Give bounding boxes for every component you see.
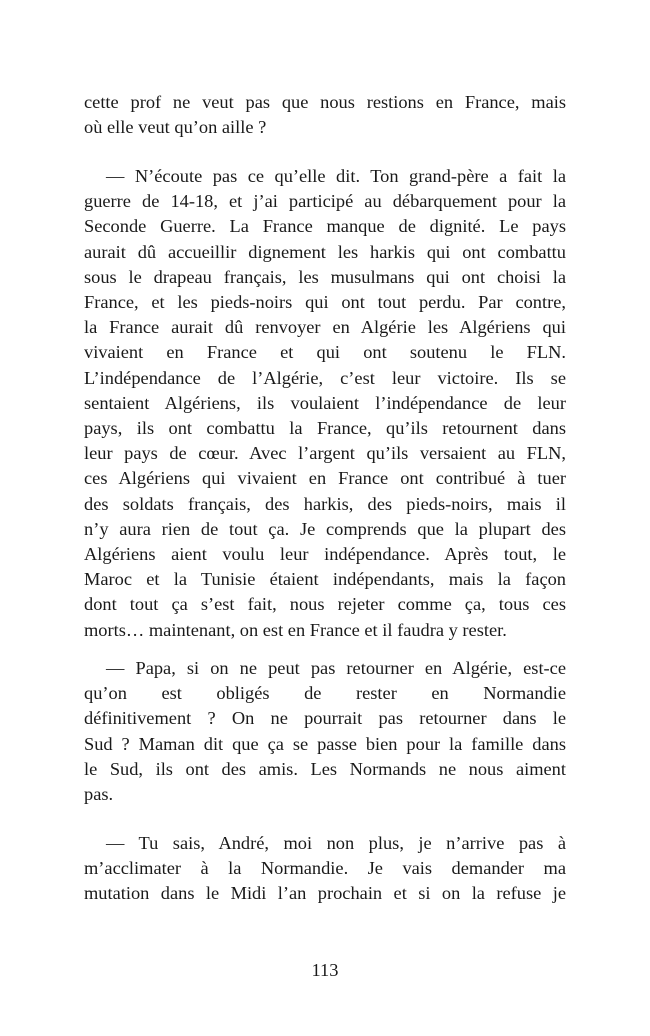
text-line: qu’on est obligés de rester en Normandie [84,683,566,704]
text-line: la France aurait dû renvoyer en Algérie les Algériens qui [84,317,566,338]
text-line: Algériens aient voulu leur indépendance. Après tout, le [84,544,566,565]
paragraph-3 [84,656,566,807]
text-line [84,164,566,189]
text-line: le Sud, ils ont des amis. Les Normands ne nous aiment [84,758,566,779]
text-line: pays, ils ont combattu la France, qu’ils retournent dans [84,418,566,439]
text-line: L’indépendance de l’Algérie, c’est leur victoire. Ils se [84,367,566,388]
text-line: Sud ? Maman dit que ça se passe bien pour la famille dans [84,733,566,754]
text-line: n’y aura rien de tout ça. Je comprends que la plupart des [84,518,566,539]
text-line: Seconde Guerre. La France manque de dignité. Le pays [84,216,566,237]
text-line: dont tout ça s’est fait, nous rejeter comme ça, tous ces [84,594,566,615]
text-line: cette prof ne veut pas que nous restions en France, mais [84,92,566,112]
text-line: sentaient Algériens, ils voulaient l’indépendance de leur [84,392,566,413]
text-line: morts… maintenant, on est en France et il faudra y rester. [84,619,507,640]
text-line: guerre de 14-18, et j’ai participé au débarquement pour la [84,191,566,212]
text-line: France, et les pieds-noirs qui ont tout perdu. Par contre, [84,292,566,313]
paragraph-1 [84,90,566,140]
text-line: pas. [84,784,114,805]
text-line: aurait dû accueillir dignement les harkis qui ont combattu [84,241,566,262]
text-line: Maroc et la Tunisie étaient indépendants, mais la façon [84,569,566,590]
text-line [84,831,566,856]
text-line: vivaient en France et qui ont soutenu le FLN. [84,342,566,363]
text-line-content: — N’écoute pas ce qu’elle dit. Ton grand-père a fait la [106,166,566,186]
text-line: des soldats français, des harkis, des pieds-noirs, mais il [84,493,566,514]
text-line: ces Algériens qui vivaient en France ont contribué à tuer [84,468,566,489]
paragraph-4 [84,831,566,907]
text-line: m’acclimater à la Normandie. Je vais demander ma [84,858,566,879]
text-line-content: — Tu sais, André, moi non plus, je n’arrive pas à [106,833,566,853]
text-line: mutation dans le Midi l’an prochain et si on la refuse je [84,883,566,904]
text-line: leur pays de cœur. Avec l’argent qu’ils versaient au FLN, [84,443,566,464]
text-line-content: — Papa, si on ne peut pas retourner en Algérie, est-ce [106,658,566,678]
page-number: 113 [311,960,339,980]
text-line: où elle veut qu’on aille ? [84,117,267,138]
text-line [84,656,566,681]
text-line: sous le drapeau français, les musulmans qui ont choisi la [84,266,566,287]
text-line: définitivement ? On ne pourrait pas retourner dans le [84,708,566,729]
paragraph-2 [84,164,566,643]
